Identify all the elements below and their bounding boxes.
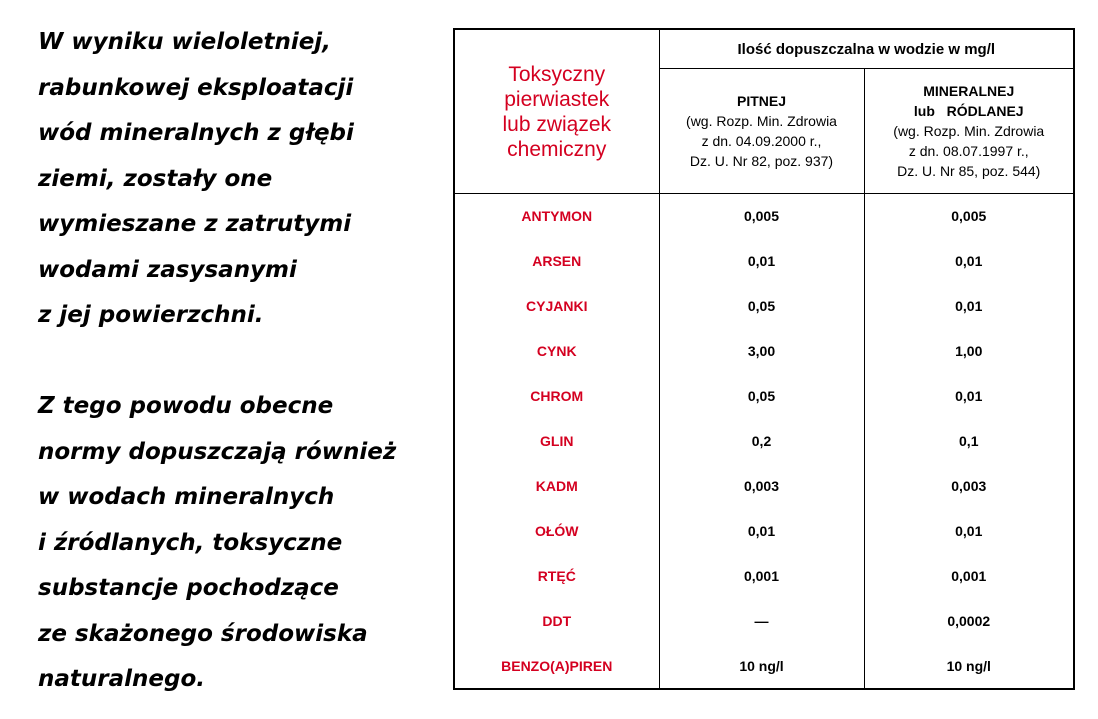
- mineral-limit: 0,01: [864, 239, 1074, 284]
- drinking-limit: 0,01: [659, 239, 864, 284]
- text-line: ze skażonego środowiska: [38, 620, 368, 647]
- substance-name: BENZO(A)PIREN: [454, 644, 659, 689]
- drinking-limit: 0,001: [659, 554, 864, 599]
- substance-name: CYJANKI: [454, 284, 659, 329]
- table-row: [454, 644, 1074, 689]
- substance-column-header: [454, 29, 659, 194]
- intro-text: [38, 20, 448, 703]
- text-line: wód mineralnych z głębi: [38, 120, 354, 146]
- text-line: ziemi, zostały one: [38, 165, 273, 192]
- drinking-limit: 0,005: [659, 194, 864, 239]
- mineral-limit: 0,005: [864, 194, 1074, 239]
- allowed-amount-header: Ilość dopuszczalna w wodzie w mg/l: [659, 29, 1074, 69]
- table-row: [454, 239, 1074, 284]
- mineral-limit: 0,003: [864, 464, 1074, 509]
- mineral-limit: 10 ng/l: [864, 644, 1074, 689]
- text-line: W wyniku wieloletniej,: [38, 29, 331, 55]
- header-line: Toksyczny: [508, 62, 606, 86]
- substance-name: GLIN: [454, 419, 659, 464]
- drinking-limit: 0,003: [659, 464, 864, 509]
- drinking-limit: 0,05: [659, 284, 864, 329]
- table-row: [454, 329, 1074, 374]
- mineral-limit: 0,01: [864, 374, 1074, 419]
- table-body: [454, 194, 1074, 690]
- mineral-limit: 0,001: [864, 554, 1074, 599]
- table-row: [454, 194, 1074, 239]
- regulation-line: z dn. 04.09.2000 r.,: [701, 133, 822, 149]
- text-line: i źródlanych, toksyczne: [38, 529, 343, 556]
- text-line: naturalnego.: [38, 666, 205, 692]
- drinking-limit: —: [659, 599, 864, 644]
- spring-water-title: lub RÓDLANEJ: [913, 103, 1024, 119]
- substance-name: KADM: [454, 464, 659, 509]
- header-line: lub związek: [502, 112, 612, 136]
- mineral-limit: 0,01: [864, 284, 1074, 329]
- text-line: wodami zasysanymi: [38, 256, 297, 283]
- table-row: [454, 374, 1074, 419]
- regulation-line: (wg. Rozp. Min. Zdrowia: [893, 123, 1045, 139]
- regulation-line: (wg. Rozp. Min. Zdrowia: [686, 113, 837, 129]
- drinking-limit: 10 ng/l: [659, 644, 864, 689]
- text-line: substancje pochodzące: [38, 575, 339, 601]
- paragraph-2: [38, 384, 448, 703]
- text-line: rabunkowej eksploatacji: [38, 74, 354, 101]
- table-row: [454, 464, 1074, 509]
- regulation-line: Dz. U. Nr 82, poz. 937): [689, 153, 834, 169]
- drinking-limit: 3,00: [659, 329, 864, 374]
- mineral-limit: 0,01: [864, 509, 1074, 554]
- header-line: pierwiastek: [504, 87, 610, 111]
- mineral-limit: 0,1: [864, 419, 1074, 464]
- substance-name: RTĘĆ: [454, 554, 659, 599]
- header-line: chemiczny: [507, 137, 607, 161]
- text-line: z jej powierzchni.: [38, 302, 264, 328]
- mineral-limit: 1,00: [864, 329, 1074, 374]
- mineral-water-title: MINERALNEJ: [923, 83, 1015, 99]
- text-line: w wodach mineralnych: [38, 484, 335, 510]
- substance-name: DDT: [454, 599, 659, 644]
- regulation-line: Dz. U. Nr 85, poz. 544): [897, 163, 1041, 179]
- substance-name: ARSEN: [454, 239, 659, 284]
- mineral-water-header: [864, 69, 1074, 194]
- drinking-water-header: [659, 69, 864, 194]
- table-row: [454, 554, 1074, 599]
- drinking-limit: 0,01: [659, 509, 864, 554]
- text-line: normy dopuszczają również: [38, 438, 397, 465]
- substance-name: ANTYMON: [454, 194, 659, 239]
- text-line: Z tego powodu obecne: [38, 393, 334, 419]
- paragraph-1: [38, 20, 448, 339]
- table-row: [454, 284, 1074, 329]
- drinking-water-title: PITNEJ: [736, 93, 786, 109]
- text-line: wymieszane z zatrutymi: [38, 211, 352, 237]
- toxic-substances-table: [453, 28, 1075, 690]
- substance-name: OŁÓW: [454, 509, 659, 554]
- drinking-limit: 0,05: [659, 374, 864, 419]
- table-row: [454, 599, 1074, 644]
- substance-name: CYNK: [454, 329, 659, 374]
- regulation-line: z dn. 08.07.1997 r.,: [908, 143, 1029, 159]
- substance-name: CHROM: [454, 374, 659, 419]
- mineral-limit: 0,0002: [864, 599, 1074, 644]
- table-row: [454, 419, 1074, 464]
- table-row: [454, 509, 1074, 554]
- drinking-limit: 0,2: [659, 419, 864, 464]
